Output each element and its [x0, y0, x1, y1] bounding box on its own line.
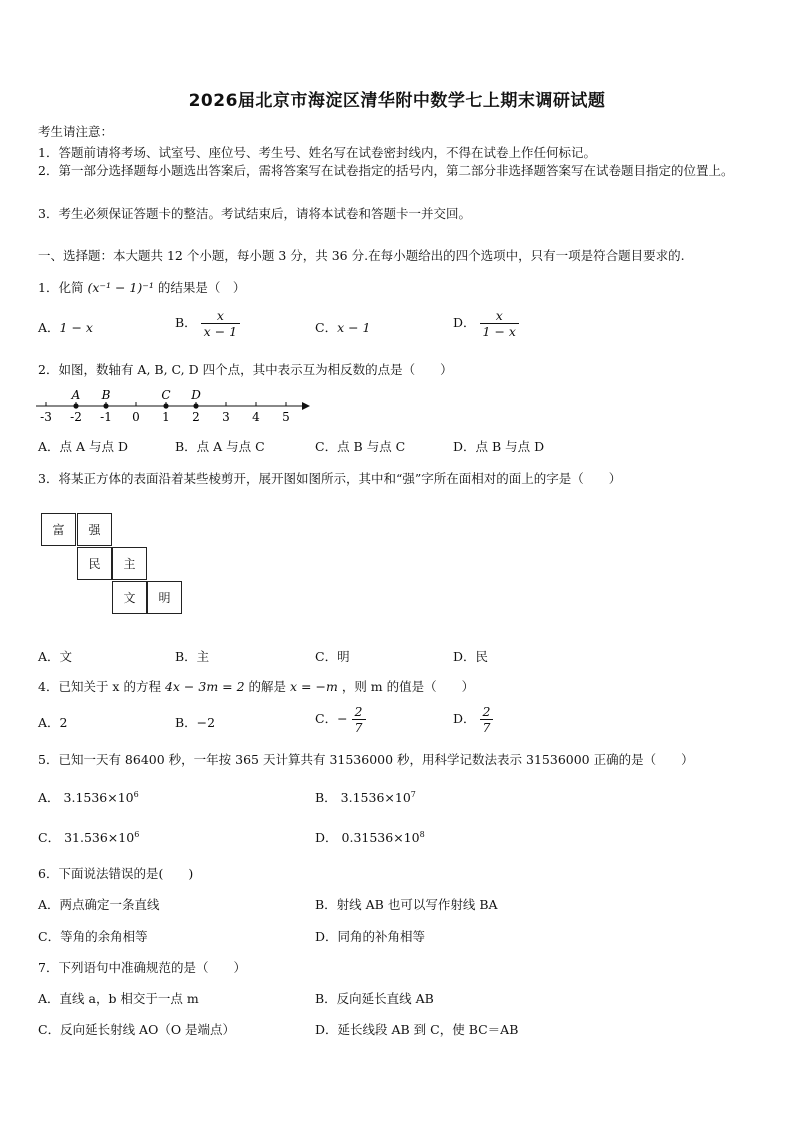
q4-option-a: A．2: [38, 715, 68, 730]
q1-option-a: [38, 318, 93, 336]
number-line-figure: [34, 386, 314, 426]
q4-solution: x = −m: [290, 679, 338, 694]
number-line-tick-label: -1: [100, 410, 112, 424]
q3-option-d: D．民: [453, 649, 489, 664]
number-line-point: [163, 403, 168, 408]
question-3-stem: 3．将某正方体的表面沿着某些棱剪开，展开图如图所示，其中和“强”字所在面相对的面上的字是（ ）: [38, 471, 622, 486]
q5-option-b-exponent: 7: [410, 789, 416, 799]
notice-item-3: 3．考生必须保证答题卡的整洁。考试结束后，请将本试卷和答题卡一并交回。: [38, 206, 471, 221]
q7-option-a: A．直线 a，b 相交于一点 m: [38, 991, 199, 1006]
q1-option-c-label: C．: [315, 320, 338, 335]
q1-option-b-denominator: x − 1: [201, 323, 240, 339]
number-line-tick-label: 5: [282, 410, 290, 424]
q6-option-c: C．等角的余角相等: [38, 929, 148, 944]
q6-option-a: A．两点确定一条直线: [38, 897, 160, 912]
q7-option-d: D．延长线段 AB 到 C，使 BC＝AB: [315, 1022, 519, 1037]
number-line-point: [103, 403, 108, 408]
q1-option-c-value: x − 1: [337, 320, 371, 335]
q6-option-d: D．同角的补角相等: [315, 929, 426, 944]
q1-option-a-label: A．: [38, 320, 60, 335]
q4-option-d-denominator: 7: [480, 719, 494, 735]
q1-option-b: [175, 308, 240, 339]
q1-option-d-numerator: x: [495, 308, 503, 323]
q5-option-c-base: 31.536×10: [64, 830, 135, 845]
number-line-point-label: A: [71, 388, 81, 402]
q5-option-c-label: C．: [38, 830, 61, 845]
q1-option-b-numerator: x: [216, 308, 224, 323]
q1-option-a-value: 1 − x: [59, 320, 93, 335]
q4-option-c-numerator: 2: [354, 704, 363, 719]
q4-stem-mid: 的解是: [248, 679, 287, 694]
q4-option-c-denominator: 7: [352, 719, 366, 735]
number-line-tick-label: -2: [70, 410, 82, 424]
q2-option-c: C．点 B 与点 C: [315, 439, 406, 454]
question-4-stem: [38, 677, 474, 695]
q4-option-c-label: C．: [315, 711, 338, 726]
q1-option-b-fraction: [201, 308, 240, 339]
q2-option-a: A．点 A 与点 D: [38, 439, 128, 454]
q7-option-b: B．反向延长直线 AB: [315, 991, 434, 1006]
question-2-stem: 2．如图，数轴有 A, B, C, D 四个点，其中表示互为相反数的点是（ ）: [38, 362, 453, 377]
q5-option-c: [38, 828, 139, 846]
number-line-point-label: C: [161, 388, 171, 402]
number-line-tick-label: -3: [40, 410, 52, 424]
number-line-tick-label: 2: [192, 410, 200, 424]
page-title: 2026届北京市海淀区清华附中数学七上期末调研试题: [188, 91, 606, 111]
number-line-arrow-icon: [302, 402, 310, 410]
q5-option-c-exponent: 6: [134, 829, 140, 839]
net-face-zhu: 主: [112, 547, 147, 580]
q4-option-c-sign: −: [337, 711, 348, 726]
q4-option-c: [315, 704, 366, 735]
q4-option-d-numerator: 2: [482, 704, 491, 719]
net-face-ming: 明: [147, 581, 182, 614]
q5-option-d-exponent: 8: [419, 829, 425, 839]
q4-stem-pre: 4．已知关于 x 的方程: [38, 679, 161, 694]
number-line-tick-label: 0: [132, 410, 140, 424]
q1-option-d: [453, 308, 519, 339]
q5-option-d-base: 0.31536×10: [341, 830, 420, 845]
q5-option-b-label: B．: [315, 790, 337, 805]
q4-option-d-fraction: [480, 704, 494, 735]
net-face-min: 民: [77, 547, 112, 580]
q5-option-d-label: D．: [315, 830, 338, 845]
q4-option-d: [453, 704, 493, 735]
notice-item-2: 2．第一部分选择题每小题选出答案后，需将答案写在试卷指定的括号内，第二部分非选择题答案写在试卷题目指定的位置上。: [38, 163, 734, 178]
number-line-point: [73, 403, 78, 408]
q4-option-d-label: D．: [453, 711, 476, 726]
number-line-tick-label: 3: [222, 410, 230, 424]
q5-option-b: [315, 788, 416, 806]
cube-net-figure: [38, 510, 198, 620]
q5-option-a-label: A．: [38, 790, 60, 805]
q6-option-b: B．射线 AB 也可以写作射线 BA: [315, 897, 498, 912]
number-line-point-label: B: [101, 388, 111, 402]
q3-option-c: C．明: [315, 649, 350, 664]
number-line-tick-label: 1: [162, 410, 170, 424]
q1-option-d-fraction: [480, 308, 519, 339]
net-face-fu: 富: [41, 513, 76, 546]
net-face-qiang: 强: [77, 513, 112, 546]
q2-option-d: D．点 B 与点 D: [453, 439, 545, 454]
q2-option-b: B．点 A 与点 C: [175, 439, 265, 454]
q1-option-b-label: B．: [175, 315, 197, 330]
notice-heading: 考生请注意：: [38, 124, 114, 139]
q3-option-a: A．文: [38, 649, 73, 664]
q1-prefix: 1．化简: [38, 280, 84, 295]
q1-option-c: [315, 318, 371, 336]
q5-option-a-base: 3.1536×10: [63, 790, 134, 805]
q1-option-d-label: D．: [453, 315, 476, 330]
q1-suffix: 的结果是（ ）: [157, 280, 246, 295]
number-line-point: [193, 403, 198, 408]
q4-equation: 4x − 3m = 2: [164, 679, 245, 694]
q4-option-b: B．−2: [175, 715, 216, 730]
number-line-tick-label: 4: [252, 410, 260, 424]
section-heading: 一、选择题：本大题共 12 个小题，每小题 3 分，共 36 分.在每小题给出的四个选项中，只有一项是符合题目要求的.: [38, 248, 685, 263]
q7-option-c: C．反向延长射线 AO（O 是端点）: [38, 1022, 236, 1037]
q1-expression: (x⁻¹ − 1)⁻¹: [87, 280, 154, 295]
q3-option-b: B．主: [175, 649, 210, 664]
q5-option-b-base: 3.1536×10: [340, 790, 411, 805]
q4-stem-post: ，则 m 的值是（ ）: [341, 679, 475, 694]
question-7-stem: 7．下列语句中准确规范的是（ ）: [38, 960, 246, 975]
question-6-stem: 6．下面说法错误的是( ): [38, 866, 194, 881]
number-line-point-label: D: [191, 388, 201, 402]
q5-option-a: [38, 788, 139, 806]
question-1-stem: [38, 278, 245, 296]
q4-option-c-fraction: [352, 704, 366, 735]
question-5-stem: 5．已知一天有 86400 秒，一年按 365 天计算共有 31536000 秒，用科学记数法表示 31536000 正确的是（ ）: [38, 752, 694, 767]
net-face-wen: 文: [112, 581, 147, 614]
notice-item-1: 1．答题前请将考场、试室号、座位号、考生号、姓名写在试卷密封线内，不得在试卷上作任何标记。: [38, 145, 596, 160]
q5-option-d: [315, 828, 425, 846]
q5-option-a-exponent: 6: [133, 789, 139, 799]
q1-option-d-denominator: 1 − x: [480, 323, 519, 339]
